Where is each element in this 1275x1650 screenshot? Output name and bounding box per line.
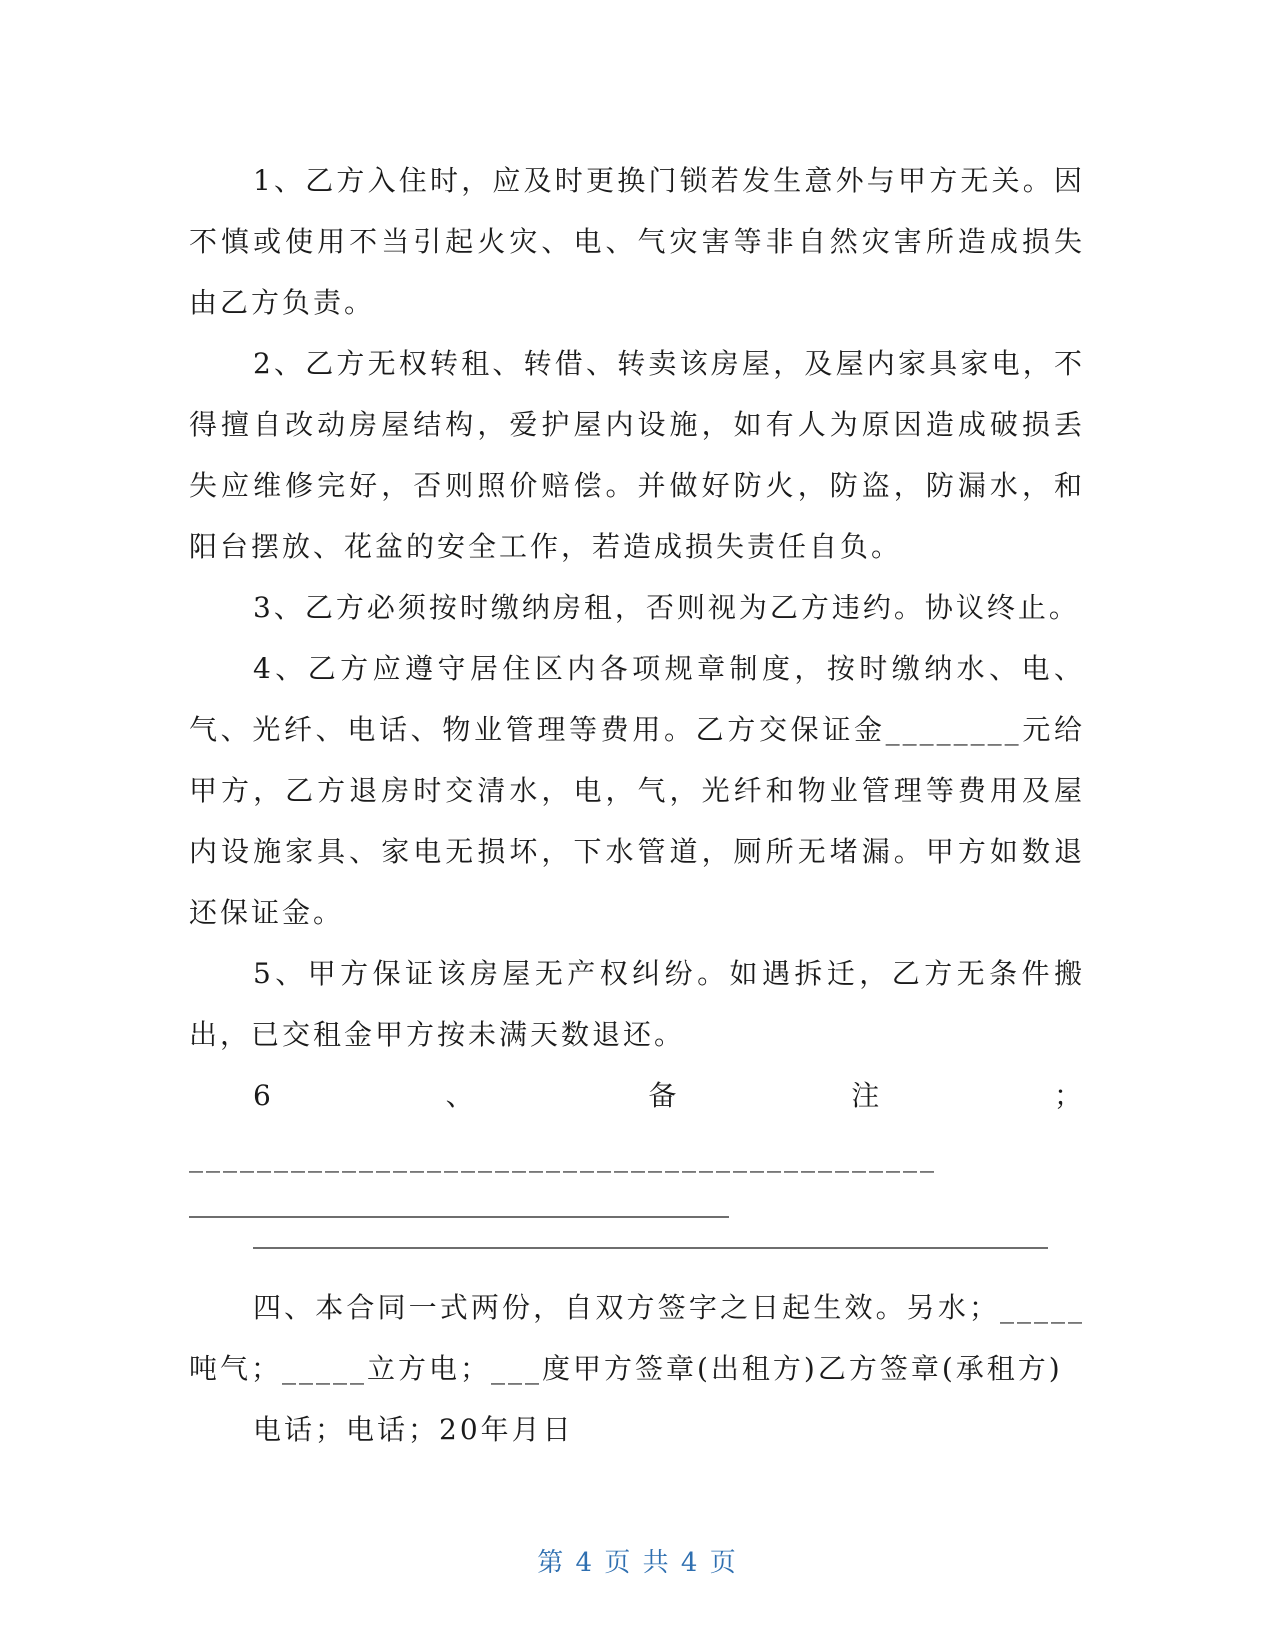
clause-4: 4、乙方应遵守居住区内各项规章制度，按时缴纳水、电、气、光纤、电话、物业管理等费用。乙方交保证金________元给甲方，乙方退房时交清水，电，气，光纤和物业管理等费用及屋内设施家具、家电无损坏，下水管道，厕所无堵漏。甲方如数退还保证金。	[189, 652, 1085, 929]
section-four: 四、本合同一式两份，自双方签字之日起生效。另水；_____吨气；_____立方电；___度甲方签章(出租方)乙方签章(承租方)	[189, 1291, 1085, 1385]
contact-date-line: 电话；电话；20年月日	[253, 1413, 574, 1446]
document-body	[189, 150, 1085, 1460]
remarks-blank-line-1	[189, 1216, 729, 1218]
remarks-blank-line-2	[253, 1247, 1048, 1249]
clause-2: 2、乙方无权转租、转借、转卖该房屋，及屋内家具家电，不得擅自改动房屋结构，爱护屋内设施，如有人为原因造成破损丢失应维修完好，否则照价赔偿。并做好防火，防盗，防漏水，和阳台摆放、花盆的安全工作，若造成损失责任自负。	[189, 347, 1085, 563]
clause-3: 3、乙方必须按时缴纳房租，否则视为乙方违约。协议终止。	[253, 591, 1080, 624]
clause-1: 1、乙方入住时，应及时更换门锁若发生意外与甲方无关。因不慎或使用不当引起火灾、电、气灾害等非自然灾害所造成损失由乙方负责。	[189, 164, 1085, 319]
page-number-footer: 第 4 页 共 4 页	[537, 1548, 738, 1578]
clause-6-remarks: 6、备注；____________________________________________	[189, 1079, 1085, 1173]
clause-5: 5、甲方保证该房屋无产权纠纷。如遇拆迁，乙方无条件搬出，已交租金甲方按未满天数退还。	[189, 957, 1085, 1051]
